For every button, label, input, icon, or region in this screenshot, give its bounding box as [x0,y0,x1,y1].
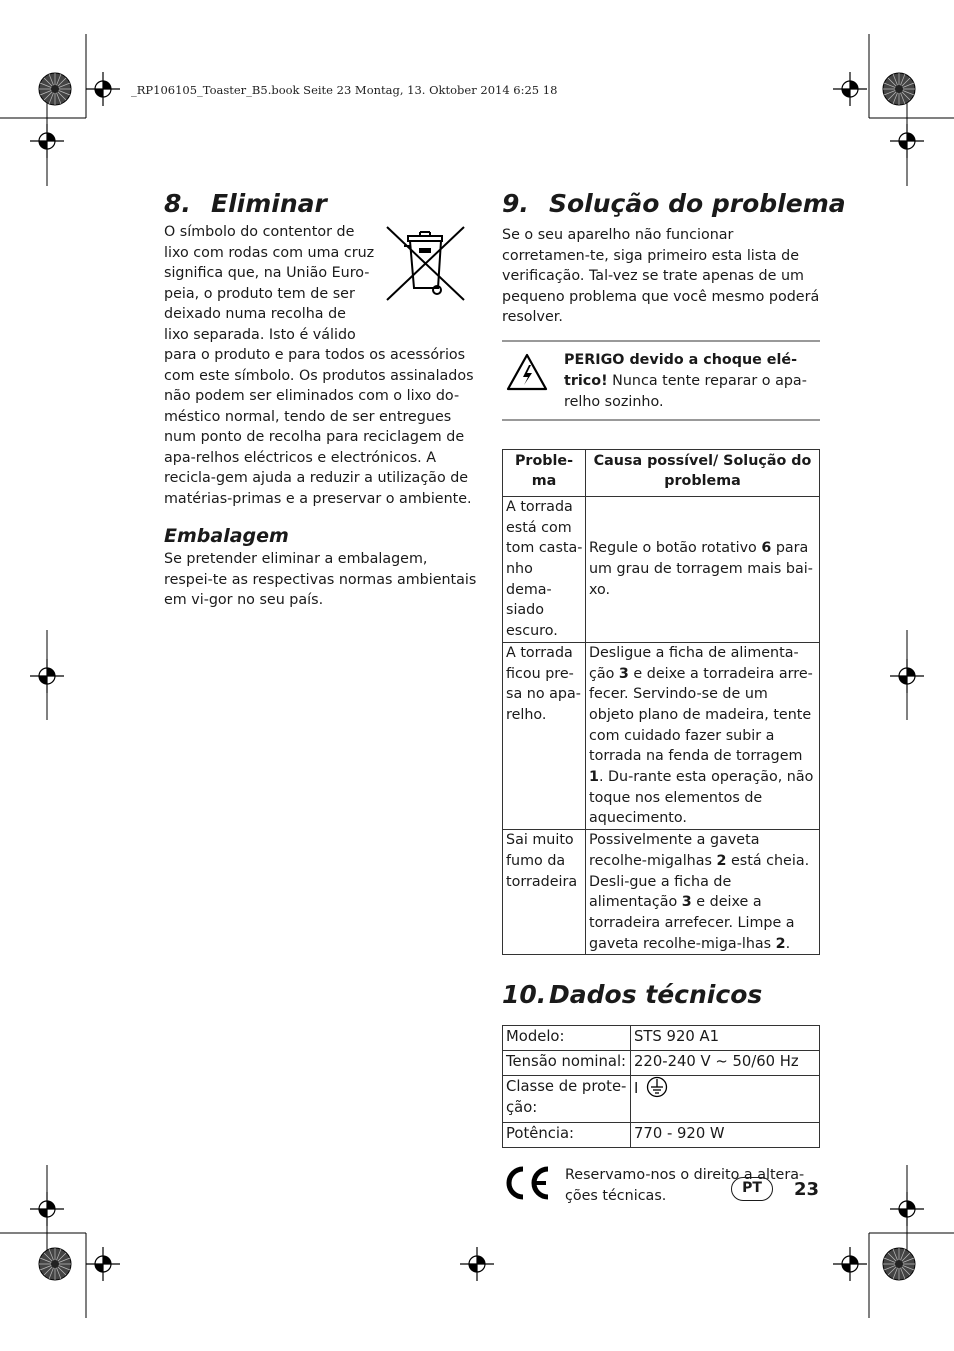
solution-text: . [785,935,791,952]
solution-text: e deixe a torradeira arre-fecer. Servindo-se de um objeto plano de madeira, tente com cuidado fazer subir a torrada na fenda de torragem [589,665,813,765]
ce-notice-text: Reservamo-nos o direito a altera-ções técnicas. [565,1167,805,1205]
protection-class-value: I [634,1080,639,1098]
spec-value: 220-240 V ~ 50/60 Hz [631,1051,820,1076]
print-header: _RP106105_Toaster_B5.book Seite 23 Montag, 13. Oktober 2014 6:25 18 [131,83,558,97]
spec-value: STS 920 A1 [631,1026,820,1051]
section-8-number: 8. [164,189,191,218]
spec-value [631,1076,820,1123]
table-row [503,1123,820,1148]
table-row [503,496,820,642]
disposal-paragraph-rest: para o produto e para todos os acessórios com este símbolo. Os produtos assinalados não podem ser eliminados com o lixo do-méstico normal, tendo de ser entregues num ponto de recolha para reciclagem de apa-relhos eléctricos e electrónicos. A recicla-gem ajuda a reduzir a utilização de matérias-primas e a preservar o ambiente. [164,347,474,507]
problem-cell: A torrada ficou pre-sa no apa-relho. [503,642,586,829]
disposal-paragraph [164,222,480,509]
part-number: 1 [589,769,599,786]
section-troubleshooting [502,186,846,1207]
section-disposal [164,186,480,611]
ce-mark-icon [502,1165,552,1201]
section-9-number: 9. [502,189,529,218]
table-row [503,1076,820,1123]
shock-warning-text [564,350,820,413]
header-problem: Proble-ma [503,449,586,496]
solution-text: Possivelmente a gaveta recolhe-migalhas [589,832,760,869]
spec-value: 770 - 920 W [631,1123,820,1148]
spec-label: Modelo: [503,1026,631,1051]
solution-cell [586,830,820,955]
solution-text: está cheia. Desli-gue a ficha de alimentação [589,852,810,911]
electric-shock-warning-icon [504,352,550,392]
part-number: 2 [775,935,786,952]
solution-text: . Du-rante esta operação, não toque nos elementos de aquecimento. [589,769,814,827]
disposal-line-5: deixado numa recolha de [164,306,346,322]
disposal-line-3: significa que, na União Euro- [164,265,370,281]
table-header-row [503,449,820,496]
section-10-heading [502,977,820,1013]
shock-warning-bold: PERIGO devido a choque elé-trico! [564,351,798,389]
language-badge: PT [731,1177,773,1201]
table-row [503,830,820,955]
solution-text: para um grau de torragem mais bai-xo. [589,540,813,598]
part-number: 2 [716,852,727,869]
table-row [503,1026,820,1051]
header-cause-solution: Causa possível/ Solução do problema [586,449,820,496]
spec-label: Classe de prote-ção: [503,1076,631,1123]
solution-text: e deixe a torradeira arrefecer. Limpe a gaveta recolhe-miga-lhas [589,894,795,952]
disposal-line-1: O símbolo do contentor de [164,224,355,240]
section-10-title: Dados técnicos [549,980,763,1010]
technical-data-table [502,1025,820,1148]
section-10-number: 10. [502,980,547,1010]
protective-earth-icon [646,1076,668,1098]
section-8-heading [164,186,480,222]
spec-label: Potência: [503,1123,631,1148]
packaging-text: Se pretender eliminar a embalagem, respei-te as respectivas normas ambientais em vi-gor no seu país. [164,551,477,608]
section-8-title: Eliminar [211,189,327,218]
table-row [503,1051,820,1076]
disposal-line-6: lixo separada. Isto é válido [164,326,356,343]
solution-text: Regule o botão rotativo [589,540,762,557]
problem-cell: A torrada está com tom casta-nho dema-siado escuro. [503,496,586,642]
solution-text: Desligue a ficha de alimenta-ção [589,644,799,682]
disposal-line-4: peia, o produto tem de ser [164,285,355,302]
part-number: 6 [761,540,772,557]
page-number: 23 [794,1178,820,1200]
disposal-line-2: lixo com rodas com uma cruz [164,244,375,261]
shock-warning-box [502,340,820,421]
troubleshooting-intro: Se o seu aparelho não funcionar corretamen-te, siga primeiro esta lista de verificação. Tal-vez se trate apenas de um pequeno problema que você mesmo poderá resolver. [502,227,820,325]
solution-cell [586,496,820,642]
troubleshooting-table [502,449,820,956]
solution-cell [586,642,820,829]
part-number: 3 [681,894,692,911]
spec-label: Tensão nominal: [503,1051,631,1076]
page-footer [731,1177,819,1201]
table-row [503,642,820,829]
problem-cell: Sai muito fumo da torradeira [503,830,586,955]
packaging-heading: Embalagem [164,525,289,547]
section-9-heading [502,186,846,222]
section-9-title: Solução do problema [549,189,846,218]
crossed-wheelie-bin-icon [384,224,468,302]
shock-warning-body: Nunca tente reparar o apa-relho sozinho. [564,372,807,410]
part-number: 3 [618,665,629,682]
